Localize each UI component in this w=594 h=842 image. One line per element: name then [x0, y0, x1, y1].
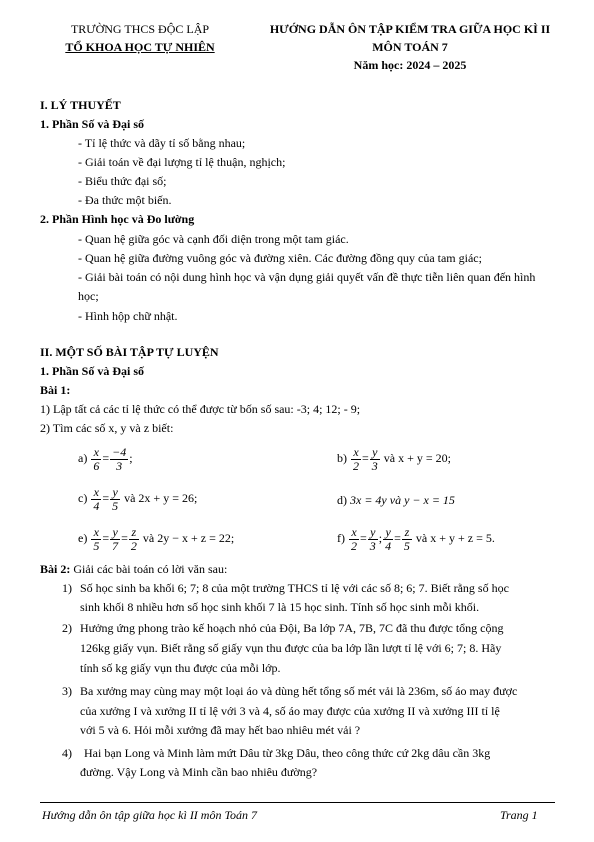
theory-part2-item: - Quan hệ giữa góc và cạnh đối diện trong một tam giác.: [78, 232, 349, 246]
problem-line: đường. Vậy Long và Minh cần bao nhiêu đường?: [80, 765, 318, 779]
equation-e: e) $\frac{x}{5}$ = $\frac{y}{7}$ = $\frac{z}{2}$ và 2y − x + z = 22;: [78, 525, 235, 553]
equation-f: f) $\frac{x}{2}$ = $\frac{y}{3}$ ; $\frac{y}{4}$ = $\frac{z}{5}$ và x + y + z = 5.: [337, 525, 495, 553]
theory-part2-title: 2. Phần Hình học và Đo lường: [40, 212, 195, 226]
equation-d: d) 3x = 4y và y − x = 15: [337, 493, 455, 507]
section-exercises-heading: II. MỘT SỐ BÀI TẬP TỰ LUYỆN: [40, 345, 219, 359]
exercises-part1-title: 1. Phần Số và Đại số: [40, 364, 145, 378]
problem-number: 1): [62, 581, 72, 595]
problem-number: 2): [62, 621, 72, 635]
footer-divider: [40, 802, 555, 803]
problem-number: 4): [62, 746, 72, 760]
school-name: TRƯỜNG THCS ĐỘC LẬP: [70, 22, 210, 36]
bai2-heading: Bài 2: Giải các bài toán có lời văn sau:: [40, 562, 228, 576]
problem-line: tính số kg giấy vụn thu được của mỗi lớp.: [80, 661, 281, 675]
equation-b: b) $\frac{x}{2}$ = $\frac{y}{3}$ và x + y = 20;: [337, 445, 451, 473]
equation-a: a) $\frac{x}{6}$ = $\frac{-4}{3}$ ;: [78, 445, 133, 473]
problem-line: Hưởng ứng phong trào kế hoạch nhỏ của Đội, Ba lớp 7A, 7B, 7C đã thu được tổng cộng: [80, 621, 504, 635]
bai1-title: Bài 1:: [40, 383, 71, 397]
problem-line: 126kg giấy vụn. Biết rằng số giấy vụn thu được của ba lớp lần lượt tỉ lệ với 6; 7; 8. Hãy: [80, 641, 502, 655]
page-number: Trang 1: [500, 808, 538, 822]
problem-line: của xưởng I và xưởng II tỉ lệ với 3 và 4, số áo may được của xưởng II và xưởng III tỉ lệ: [80, 704, 500, 718]
bai1-question-2: 2) Tìm các số x, y và z biết:: [40, 421, 174, 435]
subject-title: MÔN TOÁN 7: [372, 40, 448, 54]
equation-c: c) $\frac{x}{4}$ = $\frac{y}{5}$ và 2x + y = 26;: [78, 485, 198, 513]
bai1-question-1: 1) Lập tất cả các tỉ lệ thức có thể được từ bốn số sau: -3; 4; 12; - 9;: [40, 402, 361, 416]
department-name: TỔ KHOA HỌC TỰ NHIÊN: [65, 40, 215, 54]
footer-doc-title: Hướng dẫn ôn tập giữa học kì II môn Toán 7: [42, 808, 258, 822]
theory-part1-item: - Đa thức một biến.: [78, 193, 172, 207]
theory-part2-item: học;: [78, 289, 99, 303]
section-theory-heading: I. LÝ THUYẾT: [40, 98, 121, 112]
theory-part2-item: - Giải bài toán có nội dung hình học và vận dụng giải quyết vấn đề thực tiễn liên quan đến hình: [78, 270, 536, 284]
problem-line: với 5 và 6. Hỏi mỗi xưởng đã may hết bao nhiêu mét vải ?: [80, 723, 361, 737]
problem-line: Số học sinh ba khối 6; 7; 8 của một trường THCS tỉ lệ với các số 8; 6; 7. Biết rằng số học: [80, 581, 509, 595]
theory-part1-item: - Tỉ lệ thức và dãy tỉ số bằng nhau;: [78, 136, 246, 150]
doc-title: HƯỚNG DẪN ÔN TẬP KIỂM TRA GIỮA HỌC KÌ II: [269, 22, 551, 36]
theory-part1-item: - Giải toán về đại lượng tỉ lệ thuận, nghịch;: [78, 155, 286, 169]
school-year: Năm học: 2024 – 2025: [353, 58, 467, 72]
problem-line: sinh khối 8 nhiều hơn số học sinh khối 7 là 15 học sinh. Tính số học sinh mỗi khối.: [80, 600, 480, 614]
problem-number: 3): [62, 684, 72, 698]
theory-part2-item: - Hình hộp chữ nhật.: [78, 309, 178, 323]
theory-part1-item: - Biểu thức đại số;: [78, 174, 167, 188]
problem-line: Hai bạn Long và Minh làm mứt Dâu từ 3kg Dâu, theo công thức cứ 2kg dâu cần 3kg: [84, 746, 491, 760]
theory-part1-title: 1. Phần Số và Đại số: [40, 117, 145, 131]
theory-part2-item: - Quan hệ giữa đường vuông góc và đường xiên. Các đường đồng quy của tam giác;: [78, 251, 482, 265]
problem-line: Ba xưởng may cùng may một loại áo và dùng hết tổng số mét vải là 236m, số áo may được: [80, 684, 518, 698]
